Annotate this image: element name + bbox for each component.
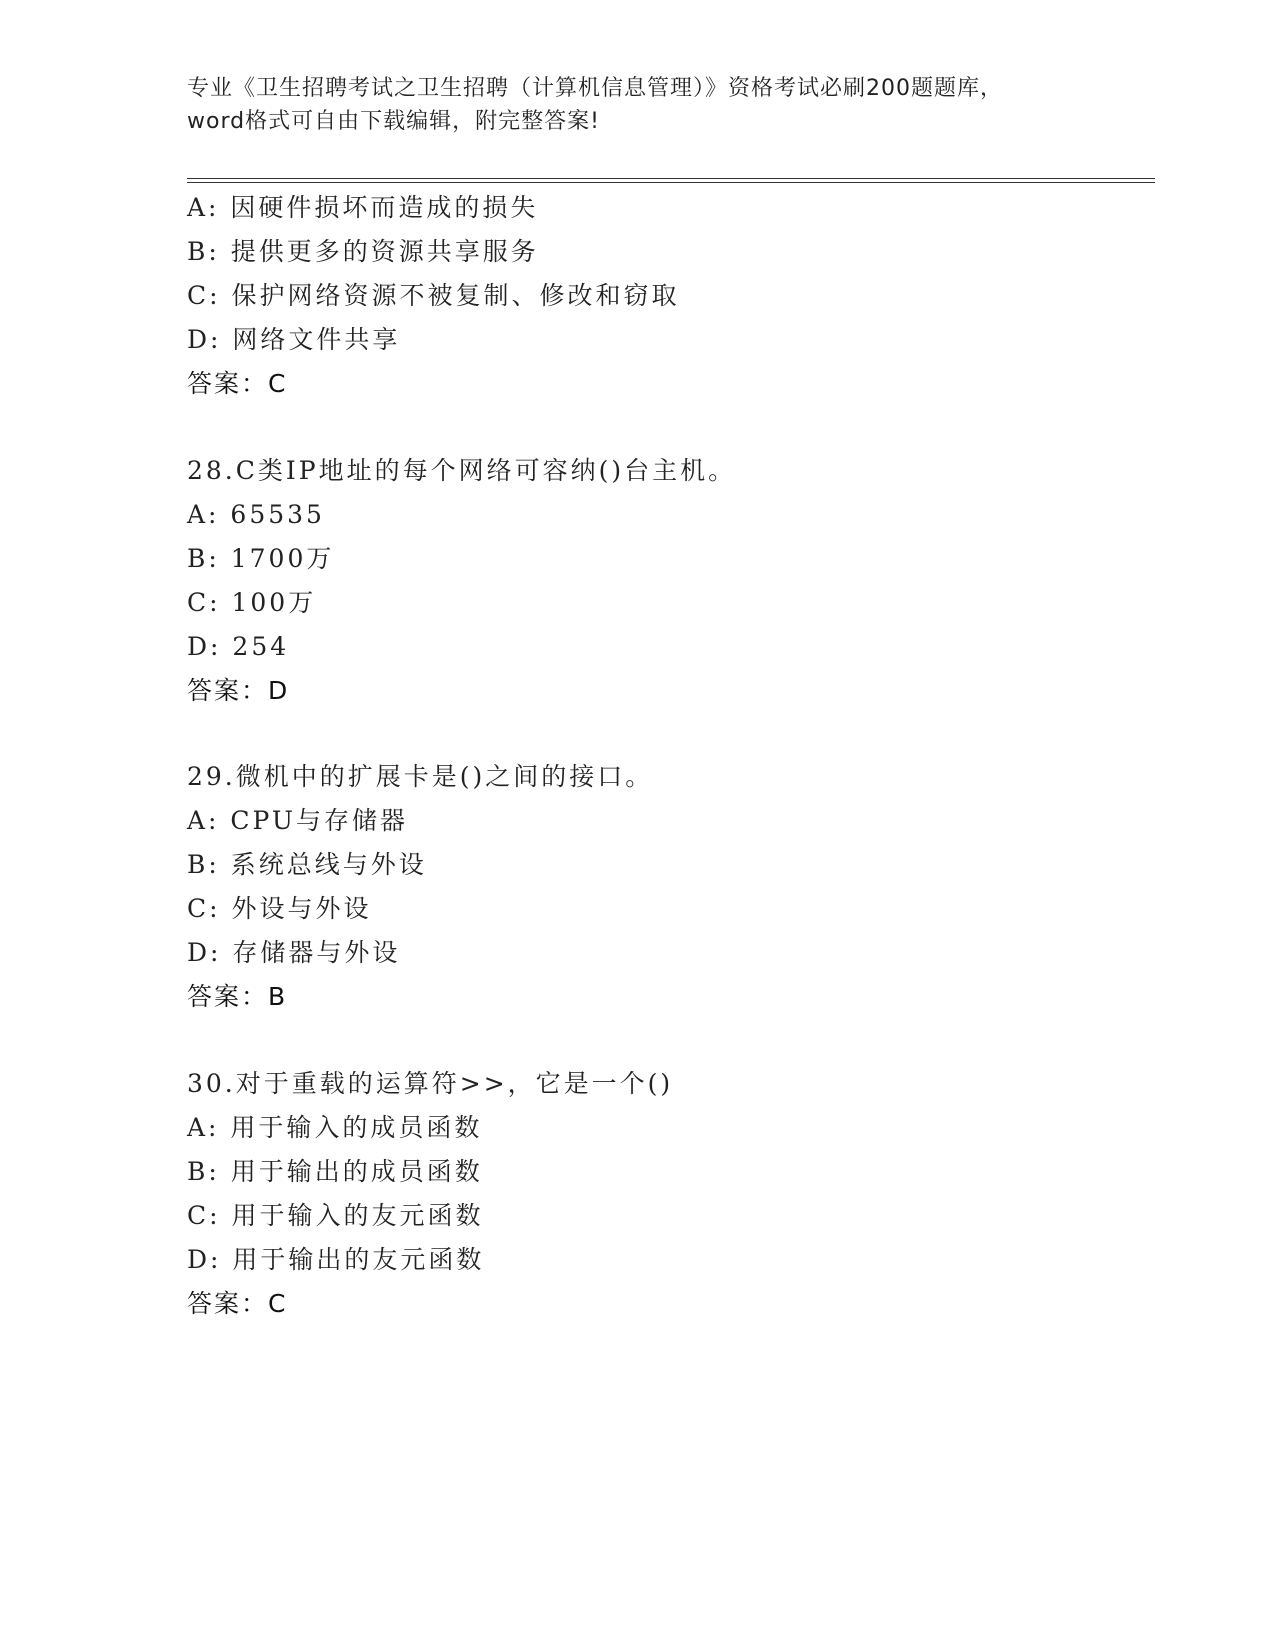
q30-answer: 答案：C [187,1289,288,1318]
q27-option-d: D: 网络文件共享 [187,325,401,354]
document-header [187,72,1087,138]
q29-question: 29.微机中的扩展卡是()之间的接口。 [187,762,654,791]
q29-option-d: D: 存储器与外设 [187,938,401,967]
q29-answer: 答案：B [187,982,288,1011]
q30-option-a: A: 用于输入的成员函数 [187,1113,483,1142]
q30-option-d: D: 用于输出的友元函数 [187,1245,485,1274]
q30-question: 30.对于重载的运算符>>，它是一个() [187,1069,674,1098]
q30-option-b: B: 用于输出的成员函数 [187,1157,483,1186]
q28-option-b: B: 1700万 [187,544,335,573]
q27-option-b: B: 提供更多的资源共享服务 [187,237,539,266]
q27-option-c: C: 保护网络资源不被复制、修改和窃取 [187,281,680,310]
q28-option-a: A: 65535 [187,500,325,529]
q29-option-a: A: CPU与存储器 [187,806,409,835]
q30-option-c: C: 用于输入的友元函数 [187,1201,484,1230]
q28-option-c: C: 100万 [187,588,317,617]
q28-answer: 答案：D [187,676,290,705]
header-title-line-2: word格式可自由下载编辑，附完整答案! [187,109,600,134]
header-divider-top [187,178,1155,179]
q27-option-a: A: 因硬件损坏而造成的损失 [187,193,539,222]
q28-question: 28.C类IP地址的每个网络可容纳()台主机。 [187,456,737,485]
q29-option-b: B: 系统总线与外设 [187,850,427,879]
header-divider-bottom [187,182,1155,183]
header-title-line-1: 专业《卫生招聘考试之卫生招聘（计算机信息管理）》资格考试必刷200题题库， [187,76,1003,101]
q29-option-c: C: 外设与外设 [187,894,372,923]
q28-option-d: D: 254 [187,632,290,661]
q27-answer: 答案：C [187,369,288,398]
